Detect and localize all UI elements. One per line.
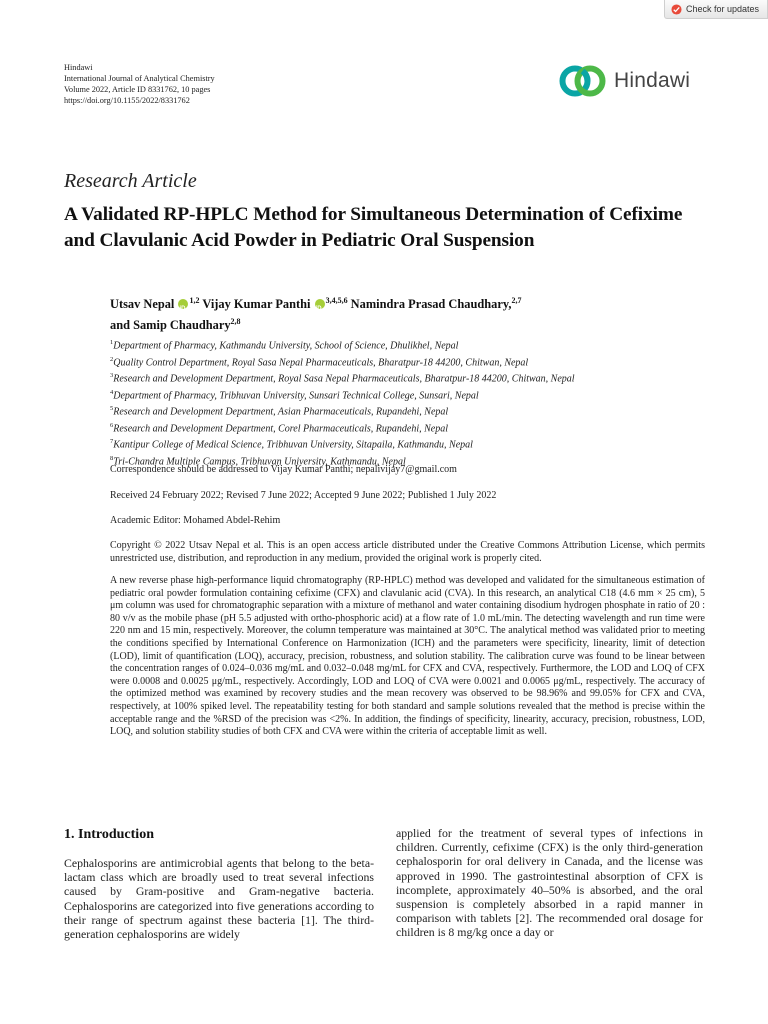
author-affil-sup: 2,7 [511,296,522,305]
author-affil-sup: 1,2 [189,296,200,305]
journal-name: International Journal of Analytical Chemistry [64,74,215,83]
journal-meta [64,62,215,106]
check-for-updates-button[interactable] [664,0,768,19]
affiliation-number: 4 [110,388,114,396]
affiliation-text: Tri-Chandra Multiple Campus, Tribhuvan University, Kathmandu, Nepal [113,456,406,468]
orcid-icon[interactable] [178,299,188,309]
affiliation-number: 3 [110,372,114,380]
check-updates-label: Check for updates [686,4,760,14]
affiliation-number: 5 [110,405,114,413]
affiliation-text: Research and Development Department, Asian Pharmaceuticals, Rupandehi, Nepal [113,406,449,418]
affiliation-number: 2 [110,355,114,363]
affiliation-text: Quality Control Department, Royal Sasa Nepal Pharmaceuticals, Bharatpur-18 44200, Chitwan, Nepal [113,356,529,368]
affiliation-item [110,435,710,452]
intro-right-column: applied for the treatment of several types of infections in children. Currently, cefixime (CFX) is the only third-generation cephalosporin for oral delivery in Canada, and the license was approved in 1990. The gastrointestinal absorption of CFX is incomplete, approximately 40–50% is absorbed, and the oral suspension is completely absorbed in a rapid manner in comparison with tablets [2]. The recommended oral dosage for children is 8 mg/kg once a day or [396,826,703,940]
affiliation-item [110,353,710,370]
affiliation-text: Research and Development Department, Royal Sasa Nepal Pharmaceuticals, Bharatpur-18 44200, Chitwan, Nepal [113,373,575,385]
affiliation-text: Kantipur College of Medical Science, Tribhuvan University, Sitapaila, Kathmandu, Nepal [113,439,473,451]
article-title: A Validated RP-HPLC Method for Simultaneous Determination of Cefixime and Clavulanic Acid Powder in Pediatric Oral Suspension [64,204,683,251]
logo-text: Hindawi [614,69,691,92]
author-name[interactable]: Vijay Kumar Panthi [202,297,311,312]
publisher-name: Hindawi [64,63,93,72]
author-affil-sup: 3,4,5,6 [325,296,348,305]
intro-left-column: Cephalosporins are antimicrobial agents that belong to the beta-lactam class which are broadly used to treat several infections caused by Gram-positive and Gram-negative bacteria. Cephalosporins are categorized into five generations according to their range of spectrum against these bacteria [1]. The third-generation cephalosporins are widely [64,856,374,942]
affiliation-number: 6 [110,421,114,429]
affiliation-item [110,419,710,436]
author-name[interactable]: Utsav Nepal [110,297,175,312]
dates-line: Received 24 February 2022; Revised 7 June 2022; Accepted 9 June 2022; Published 1 July 2022 [110,490,497,501]
correspondence-line: Correspondence should be addressed to Vijay Kumar Panthi; nepalivijay7@gmail.com [110,464,457,475]
author-name[interactable]: Samip Chaudhary [133,318,231,333]
affiliation-number: 8 [110,454,114,462]
copyright-notice: Copyright © 2022 Utsav Nepal et al. This is an open access article distributed under the Creative Commons Attribution License, which permits unrestricted use, distribution, and reproduction in any medium, provided the original work is properly cited. [110,540,705,564]
check-updates-icon [671,4,682,15]
affiliation-number: 7 [110,438,114,446]
author-affil-sup: 2,8 [230,317,241,327]
doi-link[interactable]: https://doi.org/10.1155/2022/8331762 [64,96,190,105]
author-name[interactable]: Namindra Prasad Chaudhary, [350,297,512,312]
orcid-icon[interactable] [315,299,325,309]
article-type: Research Article [64,170,197,192]
section-heading-introduction: 1. Introduction [64,827,154,842]
hindawi-logo [558,64,690,98]
volume-line: Volume 2022, Article ID 8331762, 10 pages [64,85,211,94]
affiliation-text: Department of Pharmacy, Kathmandu University, School of Science, Dhulikhel, Nepal [113,340,459,352]
affiliation-item [110,369,710,386]
affiliation-item [110,336,710,353]
authors-and: and [110,318,130,333]
hindawi-logo-icon [558,64,608,98]
affiliation-number: 1 [110,339,114,346]
affiliation-text: Department of Pharmacy, Tribhuvan University, Sunsari Technical College, Sunsari, Nepal [113,389,479,401]
affiliation-text: Research and Development Department, Corel Pharmaceuticals, Rupandehi, Nepal [113,422,448,434]
author-list [110,292,670,334]
affiliation-item [110,386,710,403]
affiliation-list [110,336,710,468]
academic-editor-line: Academic Editor: Mohamed Abdel-Rehim [110,515,281,526]
abstract-text: A new reverse phase high-performance liquid chromatography (RP-HPLC) method was developed and validated for the simultaneous estimation of pediatric oral powder formulation containing cefixime (CFX) and clavulanic acid (CVA). In this research, an analytical C18 (4.6 mm × 25 cm), 5 μm column was used for chromatographic separation with a mixture of methanol and water containing disodium hydrogen phosphate in ratio of 20 : 80 v/v as the mobile phase (pH 5.5 adjusted with ortho-phosphoric acid) at a flow rate of 1.0 mL/min. The detecting wavelength and run time were 220 nm and 15 min, respectively. Moreover, the column temperature was maintained at 30°C. The analytical method was validated prior to meeting the conditions specified by International Conference on Harmonization (ICH) and the parameters were specificity, linearity, limit of detection (LOD), limit of quantification (LOQ), accuracy, precision, robustness, and solution stability. The calibration curve was found to be linear between the concentration ranges of 0.024–0.036 mg/mL and 0.032–0.048 mg/mL for CFX and CVA, respectively. Furthermore, the LOD and LOQ of CFX were 0.0008 and 0.0025 μg/mL, respectively. Accordingly, LOD and LOQ of CVA were 0.0021 and 0.0065 μg/mL, respectively. The accuracy of the optimized method was examined by recovery studies and the mean recovery was observed to be 98.96% and 99.05% for CFX and CVA, respectively, at 100% spiked level. The repeatability testing for both standard and sample solutions revealed that the method is precise within the acceptable range and the %RSD of the precision was <2%. In addition, the findings of specificity, linearity, accuracy, precision, robustness, LOD, LOQ, and solution stability studies of both CFX and CVA were within the criteria of acceptable limit as well. [110,575,705,738]
affiliation-item [110,402,710,419]
